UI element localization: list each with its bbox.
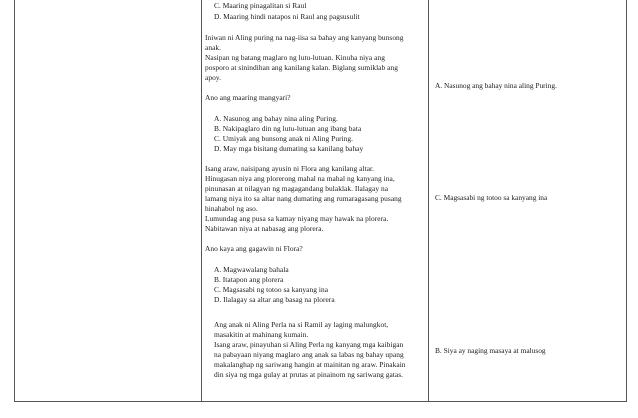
option-c: C. Umiyak ang bunsong anak ni Aling Puring.: [214, 134, 354, 143]
questions-column: [201, 0, 441, 401]
passage-line: din siya ng mga gulay at prutas at pinainom ng sariwang gatas.: [214, 370, 404, 379]
passage-line: posporo at sinindihan ang kanilang kalan. Biglang sumiklab ang: [205, 63, 398, 72]
passage-line: Hinugasan niya ang plorerong mahal na mahal ng kanyang ina,: [205, 174, 395, 183]
passage-line: Isang araw, pinayuhan si Aling Perla ng kanyang mga kaibigan: [214, 340, 404, 349]
option-b: B. Itatapon ang plorera: [214, 275, 284, 284]
passage-line: lamang niya ito sa altar nang dumating ang rumaragasang pusang: [205, 194, 402, 203]
lesson-table: [14, 0, 627, 402]
answer-text: A. Nasunog ang bahay nina aling Puring.: [435, 81, 557, 90]
answer-text: C. Magsasabi ng totoo sa kanyang ina: [435, 193, 548, 202]
passage-line: apoy.: [205, 73, 221, 82]
option-c: C. Maaring pinagalitan si Raul: [214, 1, 307, 10]
answer-text: B. Siya ay naging masaya at malusog: [435, 346, 546, 355]
passage-line: Isang araw, naisipang ayusin ni Flora ang kanilang altar.: [205, 164, 375, 173]
passage-line: Lumundag ang pusa sa kamay niyang may hawak na plorera.: [205, 214, 389, 223]
option-a: A. Magwawalang bahala: [214, 265, 289, 274]
passage-line: Nasipan ng batang maglaro ng lutu-lutuan. Kinuha niya ang: [205, 53, 385, 62]
question-text: Ano kaya ang gagawin ni Flora?: [205, 244, 303, 253]
option-b: B. Nakipaglaro din ng lutu-lutuan ang ibang bata: [214, 124, 362, 133]
answers-column: [429, 0, 624, 401]
passage-line: Iniwan ni Aling puring na nag-iisa sa bahay ang kanyang bunsong: [205, 33, 404, 42]
passage-line: anak.: [205, 43, 222, 52]
passage-line: Ang anak ni Aling Perla na si Ramil ay laging malungkot,: [214, 320, 389, 329]
option-d: D. Ilalagay sa altar ang basag na plorera: [214, 295, 335, 304]
passage-line: makalanghap ng sariwang hangin at mainitan ng araw. Pinakain: [214, 360, 406, 369]
passage-line: pinunasan at nilagyan ng magagandang bulaklak. Ilalagay na: [205, 184, 389, 193]
option-d: D. May mga bisitang dumating sa kanilang bahay: [214, 144, 364, 153]
passage-line: na pabayaan niyang maglaro ang anak sa labas ng bahay upang: [214, 350, 404, 359]
option-c: C. Magsasabi ng totoo sa kanyang ina: [214, 285, 329, 294]
question-text: Ano ang maaring mangyari?: [205, 93, 291, 102]
option-a: A. Nasunog ang bahay nina aling Puring.: [214, 114, 338, 123]
option-d: D. Maaring hindi natapos ni Raul ang pagsusulit: [214, 12, 360, 21]
passage-line: hinahabol ng aso.: [205, 204, 258, 213]
passage-line: masakitin at mahinang kumain.: [214, 330, 309, 339]
passage-line: Nabitawan niya at nabasag ang plorera.: [205, 224, 324, 233]
